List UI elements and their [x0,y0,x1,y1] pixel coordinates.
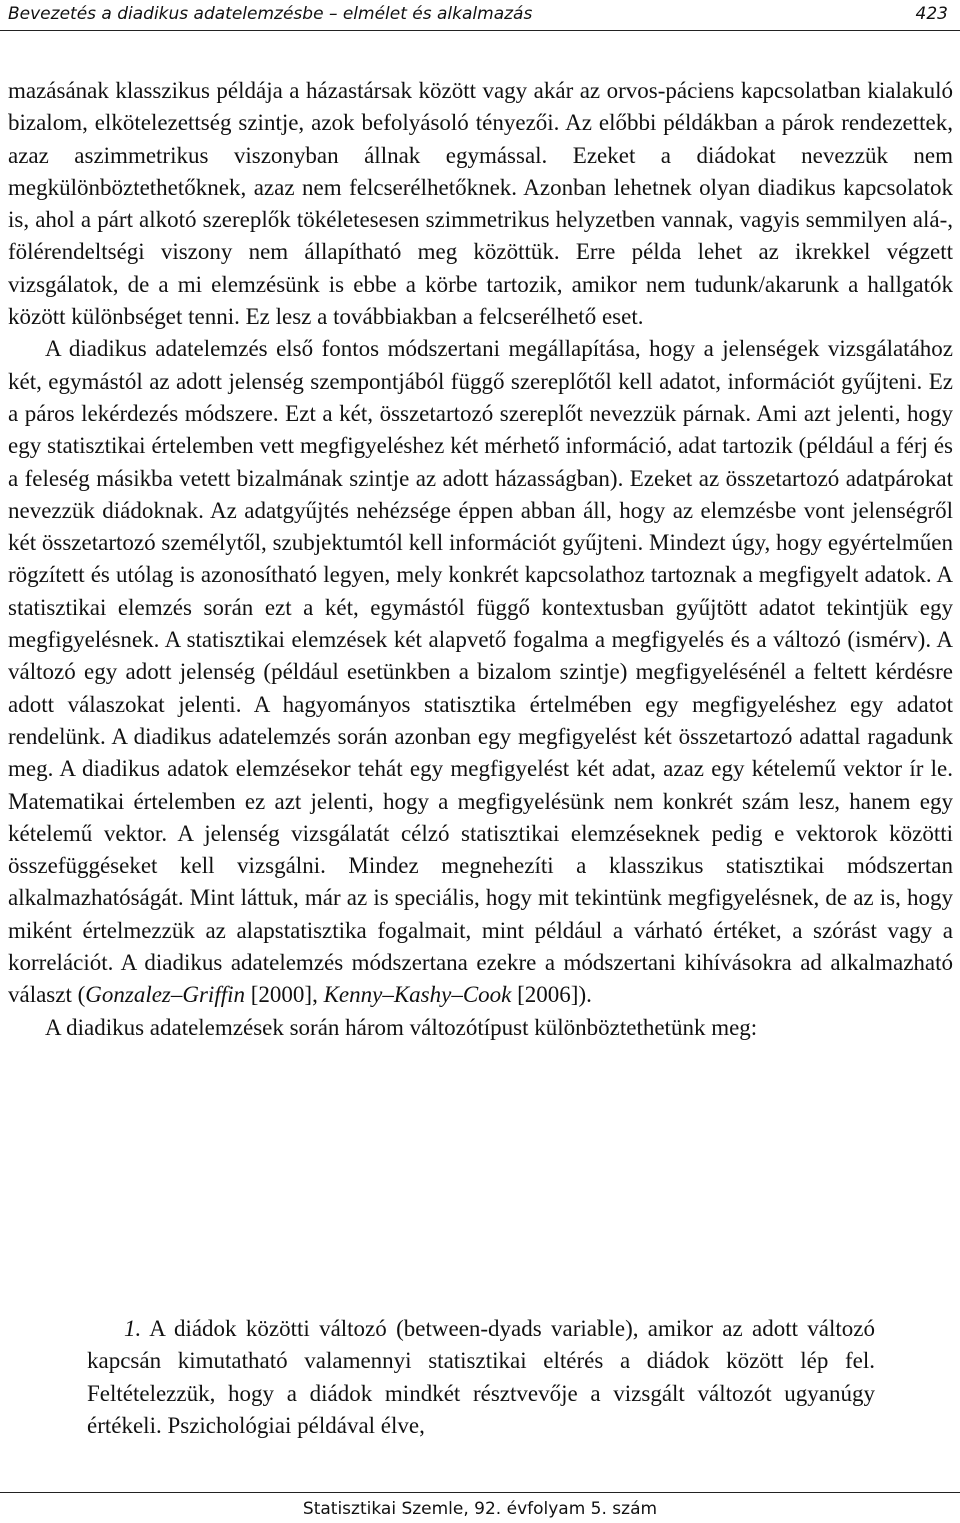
footer-rule [0,1492,960,1493]
list-number: 1. [124,1316,142,1341]
header-rule [0,30,960,31]
variable-type-list [87,1313,875,1442]
list-item [87,1313,875,1442]
citation-author: Kenny–Kashy–Cook [323,982,512,1008]
citation-author: Gonzalez–Griffin [85,982,245,1008]
running-header [8,0,948,28]
paragraph-continued: mazásának klasszikus példája a házastársak között vagy akár az orvos-páciens kapcsolatban kialakuló bizalom, elkötelezettség szintje, azok befolyásoló tényezői. Az előbbi példákban a párok rendezettek, azaz aszimmetrikus viszonyban állnak egymással. Ezeket a diádokat nevezzük nem megkülönböztethetőknek, azaz nem felcserélhetőknek. Azonban lehetnek olyan diadikus kapcsolatok is, ahol a párt alkotó szereplők tökéletesesen szimmetrikus helyzetben vannak, vagyis semmilyen alá-, fölérendeltségi viszony nem állapítható meg közöttük. Erre példa lehet az ikrekkel végzett vizsgálatok, de a mi elemzésünk is ebbe a körbe tartozik, amikor nem tudunk/akarunk a hallgatók között különbséget tenni. Ez lesz a továbbiakban a felcserélhető eset. [8,78,953,330]
paragraph-variable-types: A diadikus adatelemzések során három változótípust különböztethetünk meg: [45,1014,758,1040]
page-number: 423 [915,4,948,24]
running-title: Bevezetés a diadikus adatelemzésbe – elmélet és alkalmazás [8,4,533,24]
list-item-text: A diádok közötti változó (between-dyads variable), amikor az adott változó kapcsán kimutatható valamennyi statisztikai eltérés a diádok között lép fel. Feltételezzük, hogy a diádok mindkét résztvevője a vizsgált változót ugyanúgy értékeli. Pszichológiai példával élve, [87,1316,875,1438]
citation-year: [2000], [245,982,324,1008]
citation-year: [2006]). [511,982,592,1008]
paragraph-text: A diadikus adatelemzés első fontos módszertani megállapítása, hogy a jelenségek vizsgálatához két, egymástól az adott jelenség szempontjából függő szereplőtől kell adatot, információt gyűjteni. Ez a páros lekérdezés módszere. Ezt a két, összetartozó szereplőt nevezzük párnak. Ami azt jelenti, hogy egy statisztikai értelemben vett megfigyeléshez két mérhető információ, adat tartozik (például a férj és a feleség másikba vetett bizalmának szintje az adott házasságban). Ezeket az összetartozó adatpárokat nevezzük diádoknak. Az adatgyűjtés nehézsége éppen abban áll, hogy az elemzésbe vont jelenségről két összetartozó személytől, szubjektumtól kell információt gyűjteni. Mindezt úgy, hogy egyértelműen rögzített és utólag is azonosítható legyen, mely konkrét kapcsolathoz tartoznak a megfigyelt adatok. A statisztikai elemzés során ezt a két, egymástól függő kontextusban gyűjtött adatot tekintjük egy megfigyelésnek. A statisztikai elemzések két alapvető fogalma a megfigyelés és a változó (ismérv). A változó egy adott jelenség (például esetünkben a bizalom szintje) megfigyelésénél a feltett kérdésre adott válaszokat jelenti. A hagyományos statisztika értelmében egy megfigyeléshez egy adatot rendelünk. A diadikus adatelemzés során azonban egy megfigyelést két összetartozó adattal ragadunk meg. A diadikus adatok elemzésekor tehát egy megfigyelést két adat, azaz egy kételemű vektor ír le. Matematikai értelemben ez azt jelenti, hogy a megfigyelésünk nem konkrét szám lesz, hanem egy kételemű vektor. A jelenség vizsgálatát célzó statisztikai elemzéseknek pedig e vektorok közötti összefüggéseket kell vizsgálni. Mindez megnehezíti a klasszikus statisztikai módszertan alkalmazhatóságát. Mint láttuk, már az is speciális, hogy mit tekintünk megfigyelésnek, de az is, hogy miként értelmezzük az alapstatisztika fogalmait, mint például a várható értéket, a szórást vagy a korrelációt. A diadikus adatelemzés módszertana ezekre a módszertani kihívásokra ad alkalmazható választ ( [8,336,953,1008]
main-text [8,75,953,1044]
paragraph-dyadic-analysis [8,333,953,1011]
journal-footer: Statisztikai Szemle, 92. évfolyam 5. szám [302,1499,658,1519]
